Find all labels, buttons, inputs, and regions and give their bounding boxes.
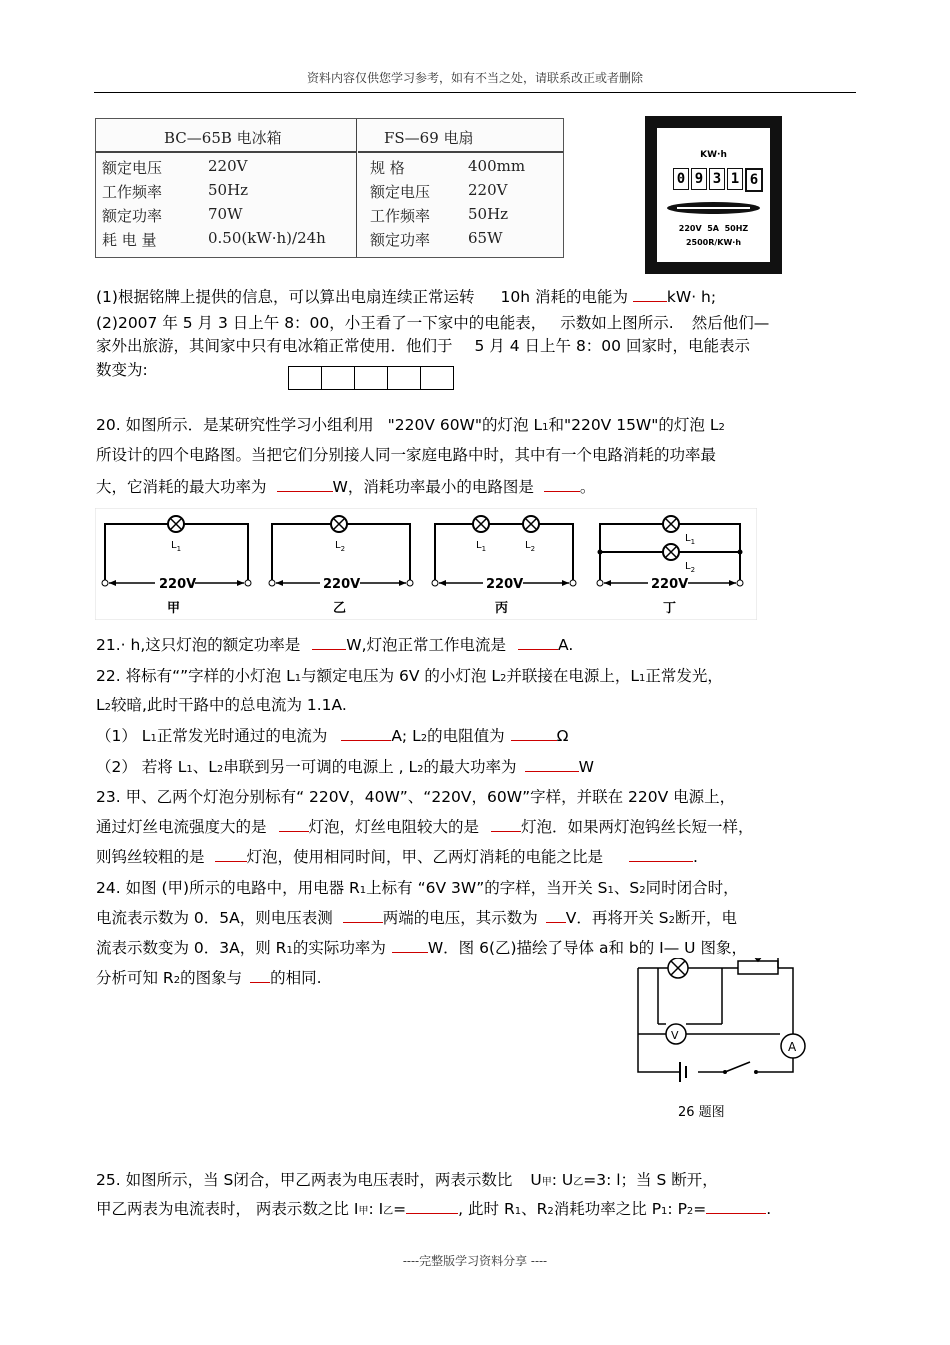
battery-icon <box>680 1062 686 1082</box>
ammeter-label: A <box>788 1040 797 1054</box>
fan-value: 65W <box>468 229 503 247</box>
voltmeter-label: V <box>671 1029 679 1042</box>
q24-line-1: 24. 如图 (甲)所示的电路中，用电器 R1上标有 “6V 3W”的字样，当开关 S1、S2同时闭合时， <box>96 879 739 897</box>
answer-blank[interactable] <box>215 847 247 862</box>
q24-line-4: 分析可知 R2的图象与 的相同. <box>96 969 322 987</box>
answer-blank[interactable] <box>518 635 558 650</box>
fridge-label: 额定电压 <box>102 159 163 177</box>
q20-line-2: 所设计的四个电路图。当把它们分别接人同一家庭电路中时，其中有一个电路消耗的功率最 <box>96 446 717 464</box>
meter-digit: 0 <box>673 168 689 190</box>
answer-blank[interactable] <box>341 726 391 741</box>
figure-caption: 26 题图 <box>678 1105 725 1120</box>
rheostat-icon <box>738 961 778 974</box>
svg-text:L2: $L_2$ <box>335 540 346 553</box>
q20-line-1: 20. 如图所示．是某研究性学习小组利用 "220V 60W"的灯泡 L1和"220V 15W"的灯泡 L2 <box>96 416 725 434</box>
q22-line-1: 22. 将标有“”字样的小灯泡 L1与额定电压为 6V 的小灯泡 L2并联接在电源上，L1正常发光， <box>96 667 723 685</box>
q25-line-1: 25. 如图所示，当 S闭合，甲乙两表为电压表时，两表示数比 U甲: U乙=3: l；当 S 断开， <box>96 1171 718 1189</box>
fridge-value: 0.50(kW·h)/24h <box>208 229 326 247</box>
meter-rev: 2500R/KW·h <box>685 238 742 247</box>
fan-label: 额定电压 <box>370 183 431 201</box>
svg-text:L1: $L_1$ <box>476 540 487 553</box>
meter-answer-boxes[interactable] <box>288 366 454 390</box>
fridge-value: 70W <box>208 205 243 223</box>
fan-title: FS—69 电扇 <box>384 129 474 147</box>
answer-blank[interactable] <box>343 908 383 923</box>
switch-icon <box>725 1062 750 1072</box>
voltage-label: 220V <box>486 577 524 592</box>
page-header: 资料内容仅供您学习参考，如有不当之处，请联系改正或者删除 <box>306 71 643 85</box>
answer-blank[interactable] <box>546 908 566 923</box>
answer-blank[interactable] <box>491 817 521 832</box>
q20-line-3: 大，它消耗的最大功率为 W，消耗功率最小的电路图是 。 <box>96 478 596 496</box>
meter-specs: 220V 5A 50HZ <box>678 224 749 233</box>
answer-blank[interactable] <box>525 757 579 772</box>
circuit-caption: 甲 <box>167 601 181 616</box>
fan-label: 额定功率 <box>370 231 431 249</box>
q24-line-3: 流表示数变为 0．3A，则 R1的实际功率为 W．图 6(乙)描绘了导体 a和 b的 I— U 图象， <box>96 939 747 957</box>
circuit-caption: 丁 <box>663 601 677 616</box>
fan-value: 50Hz <box>468 205 509 223</box>
fridge-label: 耗 电 量 <box>102 231 157 249</box>
answer-blank[interactable] <box>392 938 428 953</box>
meter-digits <box>673 168 765 192</box>
answer-blank[interactable] <box>706 1199 766 1214</box>
fridge-title: BC—65B 电冰箱 <box>164 129 282 147</box>
meter-unit: KW·h <box>700 150 727 160</box>
q23-line-2: 通过灯丝电流强度大的是 灯泡，灯丝电阻较大的是 灯泡．如果两灯泡钨丝长短一样， <box>96 818 754 836</box>
answer-blank[interactable] <box>250 968 270 983</box>
q22-sub-1: （1） L1正常发光时通过的电流为 A; L2的电阻值为 Ω <box>96 727 569 745</box>
svg-text:L2: $L_2$ <box>525 540 536 553</box>
q23-line-1: 23. 甲、乙两个灯泡分别标有“ 220V，40W”、“220V，60W”字样，并联在 220V 电源上， <box>96 788 736 806</box>
meter-digit: 1 <box>727 168 743 190</box>
q25-line-2: 甲乙两表为电流表时， 两表示数之比 I甲: I乙= , 此时 R1、R2消耗功率之比 P1: P2= . <box>96 1200 772 1218</box>
four-circuits-figure <box>95 508 757 620</box>
q23-line-3: 则钨丝较粗的是 灯泡，使用相同时间，甲、乙两灯消耗的电能之比是 . <box>96 848 698 866</box>
svg-text:L1: $L_1$ <box>685 533 696 546</box>
q22-sub-2: （2） 若将 L1、L2串联到另一可调的电源上 , L2的最大功率为 W <box>96 758 594 776</box>
answer-blank[interactable] <box>312 635 346 650</box>
q24-line-2: 电流表示数为 0．5A，则电压表测 两端的电压，其示数为 V．再将开关 S2断开，电 <box>96 909 738 927</box>
voltage-label: 220V <box>651 577 689 592</box>
answer-blank[interactable] <box>544 477 580 492</box>
circuit-caption: 丙 <box>495 601 509 616</box>
electricity-meter-figure <box>645 116 782 274</box>
circuit-caption: 乙 <box>333 601 347 616</box>
meter-digit: 6 <box>745 168 763 192</box>
meter-disc-icon <box>667 202 760 214</box>
fridge-label: 工作频率 <box>102 183 163 201</box>
fan-value: 400mm <box>468 157 526 175</box>
fridge-value: 220V <box>208 157 248 175</box>
fridge-nameplate <box>96 119 357 257</box>
q19-line-3: 家外出旅游，其间家中只有电冰箱正常使用．他们于 5 月 4 日上午 8：00 回家时，电能表示 <box>96 337 750 355</box>
q19-line-2: (2)2007 年 5 月 3 日上午 8：00，小王看了一下家中的电能表， 示数如上图所示. 然后他们— <box>96 314 770 332</box>
answer-blank[interactable] <box>633 287 667 302</box>
answer-blank[interactable] <box>511 726 557 741</box>
page-footer: ----完整版学习资料分享 ---- <box>402 1254 548 1268</box>
nameplate-table <box>95 118 564 258</box>
fan-value: 220V <box>468 181 508 199</box>
meter-digit: 3 <box>709 168 725 190</box>
answer-blank[interactable] <box>277 477 333 492</box>
q21-line: 21.· h,这只灯泡的额定功率是 W,灯泡正常工作电流是 A. <box>96 636 574 654</box>
q19-line-1: (1)根据铭牌上提供的信息，可以算出电扇连续正常运转 10h 消耗的电能为 kW· h; <box>96 288 717 306</box>
q22-line-2: L2较暗,此时干路中的总电流为 1.1A. <box>96 696 347 714</box>
q19-line-4: 数变为: <box>96 361 148 379</box>
fridge-value: 50Hz <box>208 181 249 199</box>
meter-digit: 9 <box>691 168 707 190</box>
fan-label: 工作频率 <box>370 207 431 225</box>
answer-blank[interactable] <box>406 1199 458 1214</box>
header-rule <box>94 92 856 93</box>
svg-text:L2: $L_2$ <box>685 561 696 574</box>
answer-blank[interactable] <box>279 817 309 832</box>
fridge-label: 额定功率 <box>102 207 163 225</box>
voltage-label: 220V <box>159 577 197 592</box>
voltage-label: 220V <box>323 577 361 592</box>
answer-blank[interactable] <box>629 847 693 862</box>
q24-circuit-figure <box>630 958 830 1084</box>
fan-nameplate <box>358 119 563 257</box>
fan-label: 规 格 <box>370 159 405 177</box>
svg-text:L1: $L_1$ <box>171 540 182 553</box>
